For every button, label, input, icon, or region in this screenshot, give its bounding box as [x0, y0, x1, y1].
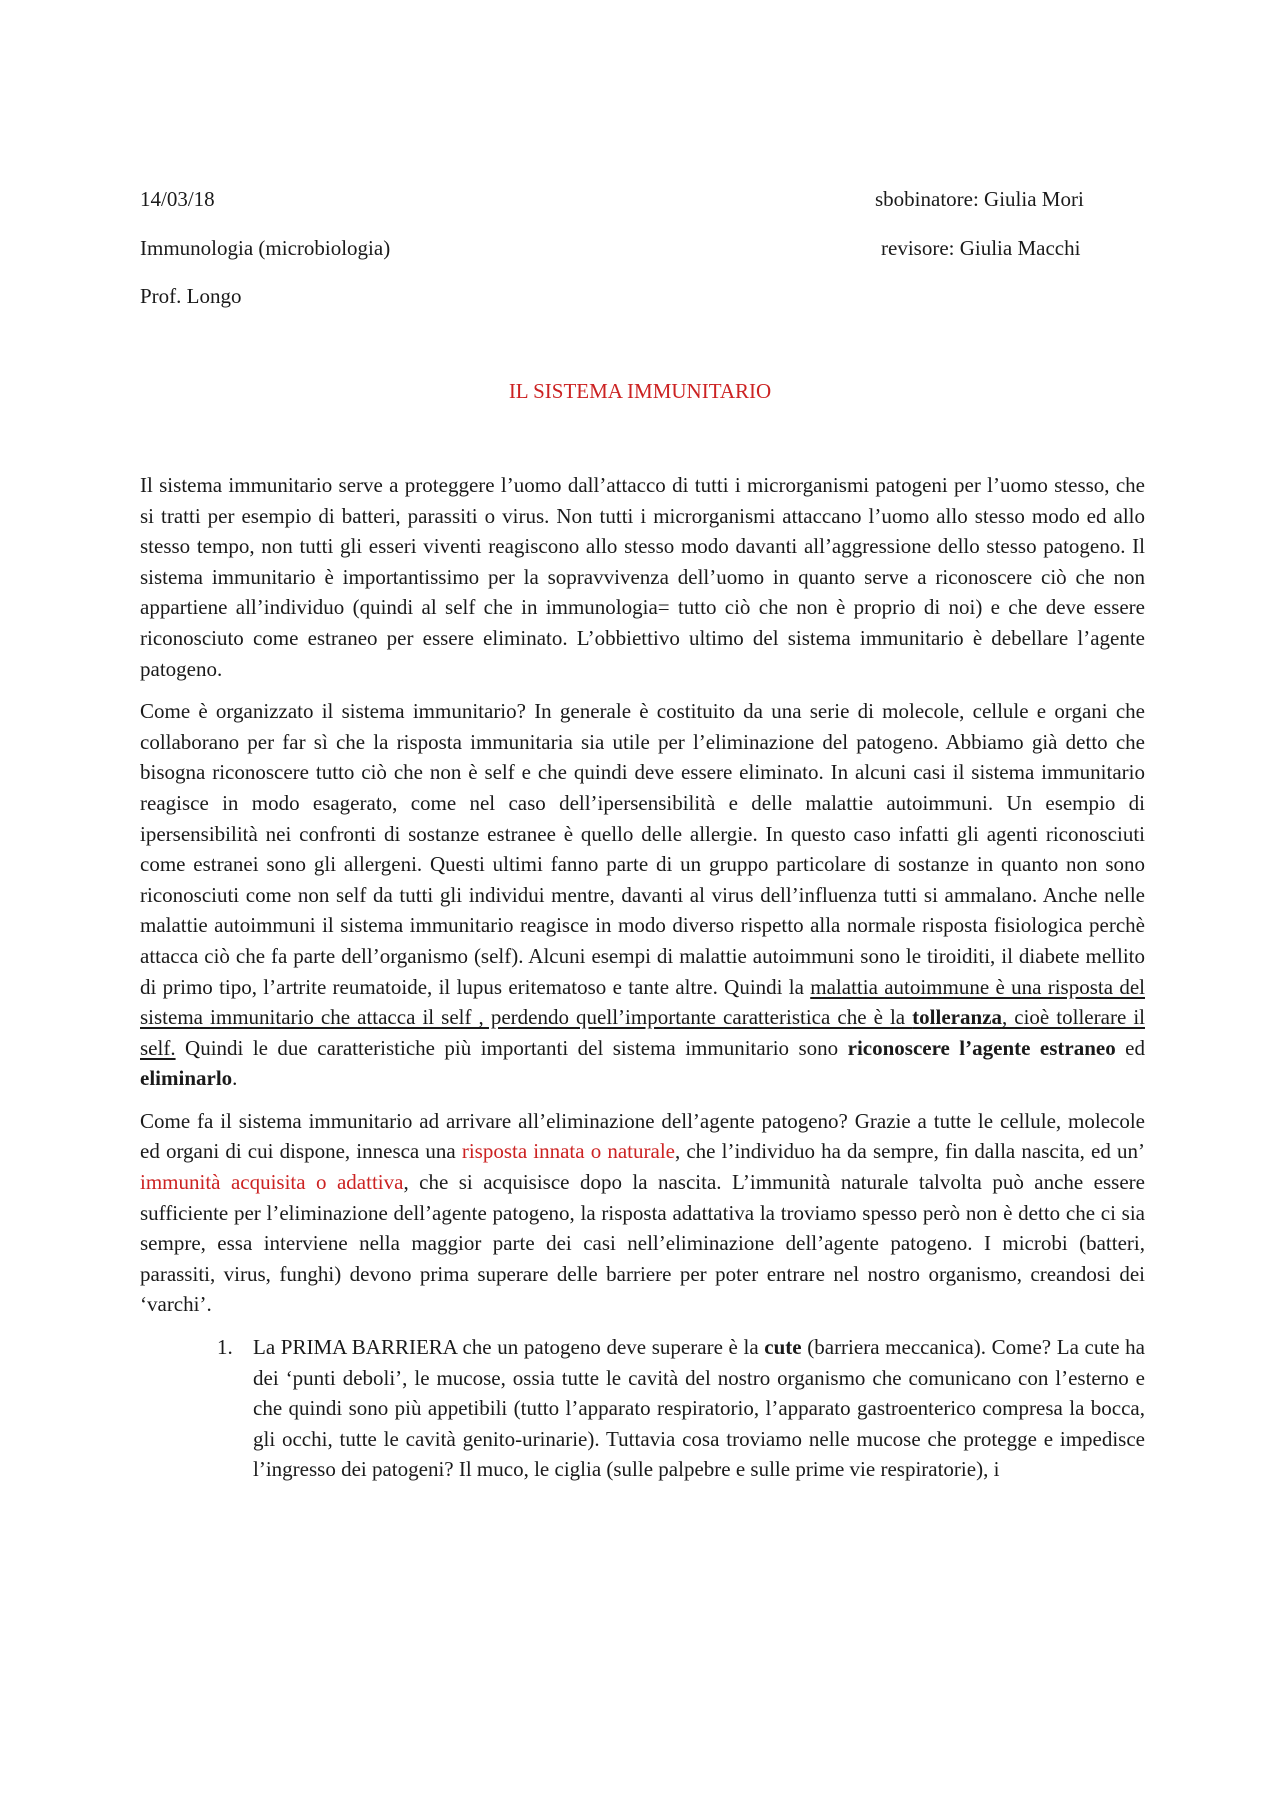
list-number: 1.	[217, 1335, 233, 1360]
bold-term-cute: cute	[764, 1335, 802, 1360]
paragraph-response	[140, 1106, 1145, 1320]
paragraph-text: Quindi le due caratteristiche più importanti del sistema immunitario sono	[175, 1035, 848, 1060]
bold-term-riconoscere: riconoscere l’agente estraneo	[847, 1035, 1116, 1060]
sbobinatore-name: sbobinatore: Giulia Mori	[875, 187, 1084, 211]
paragraph-text: Come fa il sistema immunitario ad arrivare all’eliminazione dell’agente patogeno? Grazie a tutte le cellule, molecole ed organi di cui dispone, innesca una	[140, 1108, 1145, 1164]
paragraph-intro	[140, 470, 1145, 684]
underlined-text: , cioè tollerare il self.	[140, 1005, 1145, 1060]
bold-term-tolleranza: tolleranza	[912, 1005, 1002, 1030]
paragraph-text: ed	[1115, 1035, 1145, 1060]
course-subject: Immunologia (microbiologia)	[140, 236, 391, 260]
list-item	[140, 1332, 1145, 1485]
paragraph-text: Come è organizzato il sistema immunitario? In generale è costituito da una serie di molecole, cellule e organi che collaborano per far sì che la risposta immunitaria sia utile per l’eliminazione del patogeno. Abbiamo già detto che bisogna riconoscere tutto ciò che non è self e che quindi deve essere eliminato. In alcuni casi il sistema immunitario reagisce in modo esagerato, come nel caso dell’ipersensibilità e delle malattie autoimmuni. Un esempio di ipersensibilità nei confronti di sostanze estranee è quello delle allergie. In questo caso infatti gli agenti riconosciuti come estranei sono gli allergeni. Questi ultimi fanno parte di un gruppo particolare di sostanze in quanto non sono riconosciuti come non self da tutti gli individui mentre, davanti al virus dell’influenza tutti si ammalano. Anche nelle malattie autoimmuni il sistema immunitario reagisce in modo diverso rispetto alla normale risposta fisiologica perchè attacca ciò che fa parte dell’organismo (self). Alcuni esempi di malattie autoimmuni sono le tiroiditi, il diabete mellito di primo tipo, l’artrite reumatoide, il lupus eritematoso e tante altre. Quindi la	[140, 699, 1145, 999]
paragraph-organization	[140, 696, 1145, 1094]
document-body	[140, 470, 1145, 1485]
lecture-date: 14/03/18	[140, 187, 215, 211]
paragraph-text: , che si acquisisce dopo la nascita. L’immunità naturale talvolta può anche essere sufficiente per l’eliminazione dell’agente patogeno, la risposta adattativa la troviamo spesso però non è detto che ci sia sempre, essa interviene nella maggior parte dei casi nell’eliminazione dell’agente patogeno. I microbi (batteri, parassiti, virus, funghi) devono prima superare delle barriere per poter entrare nel nostro organismo, creandosi dei ‘varchi’.	[140, 1170, 1145, 1317]
revisore-name: revisore: Giulia Macchi	[881, 236, 1081, 260]
professor-name: Prof. Longo	[140, 284, 242, 308]
underlined-text: malattia autoimmune è una risposta del sistema immunitario che attacca il self , perdendo quell’importante caratteristica che è la	[140, 974, 1145, 1030]
red-term-immunita-acquisita: immunità acquisita o adattiva	[140, 1170, 404, 1195]
red-term-risposta-innata: risposta innata o naturale	[461, 1139, 675, 1164]
paragraph-text: Il sistema immunitario serve a proteggere l’uomo dall’attacco di tutti i microrganismi patogeni per l’uomo stesso, che si tratti per esempio di batteri, parassiti o virus. Non tutti i microrganismi attaccano l’uomo allo stesso modo ed allo stesso tempo, non tutti gli esseri viventi reagiscono allo stesso modo davanti all’aggressione dello stesso patogeno. Il sistema immunitario è importantissimo per la sopravvivenza dell’uomo in quanto serve a riconoscere ciò che non appartiene all’individuo (quindi al self che in immunologia= tutto ciò che non è proprio di noi) e che deve essere riconosciuto come estraneo per essere eliminato. L’obbiettivo ultimo del sistema immunitario è debellare l’agente patogeno.	[140, 473, 1145, 681]
paragraph-text: .	[232, 1066, 238, 1091]
list-text: (barriera meccanica). Come? La cute ha dei ‘punti deboli’, le mucose, ossia tutte le cavità del nostro organismo che comunicano con l’esterno e che quindi sono più appetibili (tutto l’apparato respiratorio, l’apparato gastroenterico compresa la bocca, gli occhi, tutte le cavità genito-urinarie). Tuttavia cosa troviamo nelle mucose che protegge e impedisce l’ingresso dei patogeni? Il muco, le ciglia (sulle palpebre e sulle prime vie respiratorie), i	[253, 1335, 1145, 1482]
list-text: La PRIMA BARRIERA che un patogeno deve superare è la	[253, 1335, 765, 1360]
document-title: IL SISTEMA IMMUNITARIO	[508, 379, 772, 403]
paragraph-text: , che l’individuo ha da sempre, fin dalla nascita, ed un’	[674, 1139, 1145, 1164]
barrier-list	[140, 1332, 1145, 1485]
bold-term-eliminarlo: eliminarlo	[140, 1066, 233, 1091]
